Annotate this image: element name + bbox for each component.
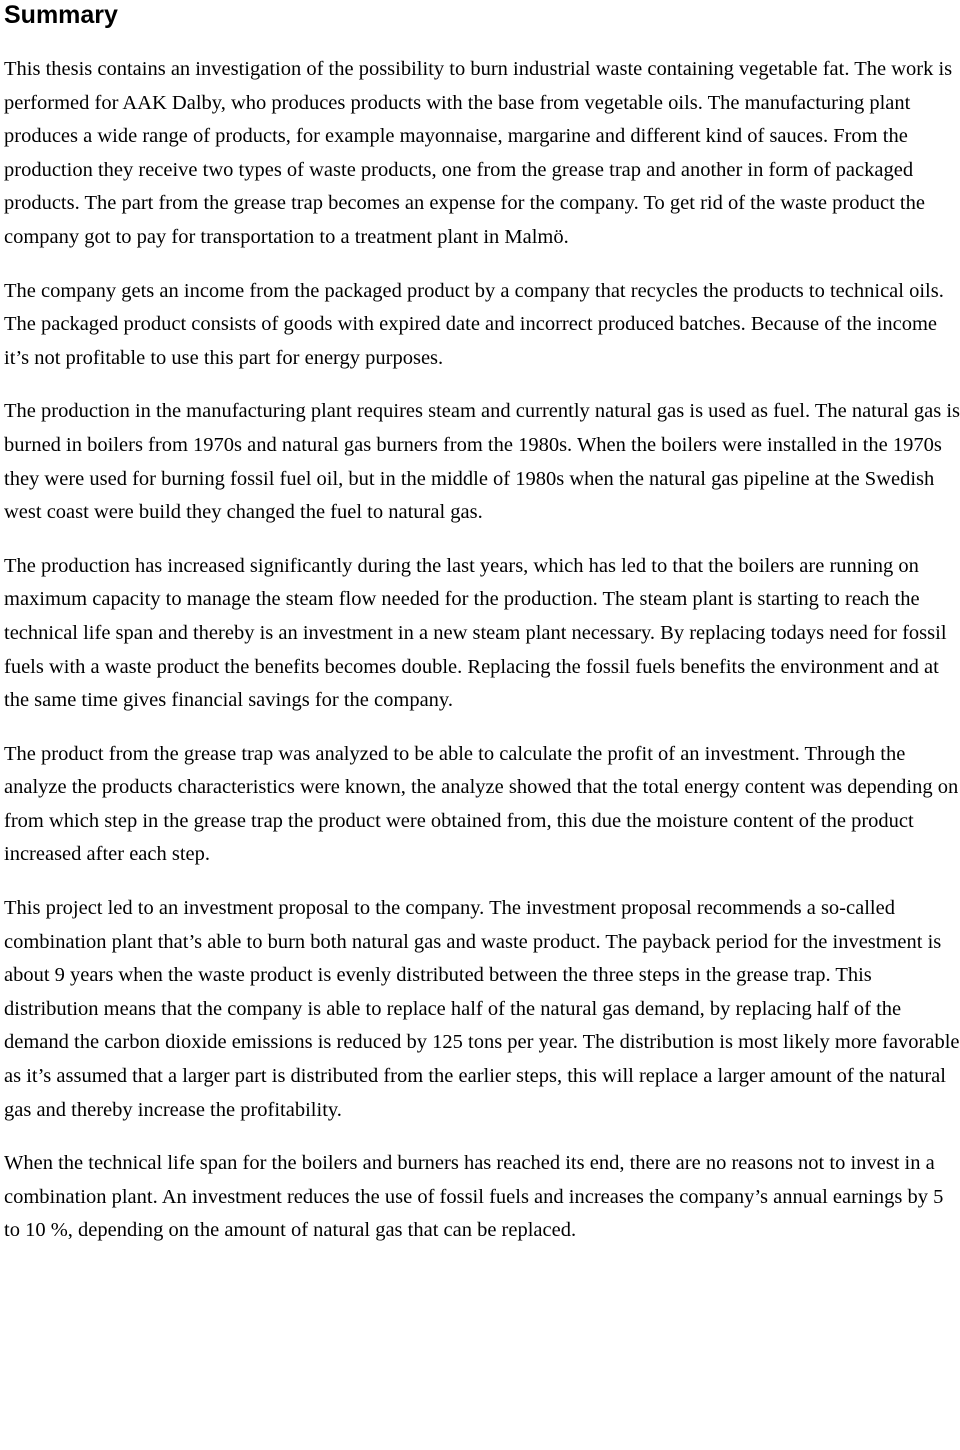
paragraph-7: When the technical life span for the boilers and burners has reached its end, there are no reasons not to invest in a combination plant. An investment reduces the use of fossil fuels and increases the company’s annual earnings by 5 to 10 %, depending on the amount of natural gas that can be replaced.: [4, 1152, 944, 1242]
paragraph-1: This thesis contains an investigation of the possibility to burn industrial waste containing vegetable fat. The work is performed for AAK Dalby, who produces products with the base from vegetable oils. The manufacturing plant produces a wide range of products, for example mayonnaise, margarine and different kind of sauces. From the production they receive two types of waste products, one from the grease trap and another in form of packaged products. The part from the grease trap becomes an expense for the company. To get rid of the waste product the company got to pay for transportation to a treatment plant in Malmö.: [4, 58, 953, 248]
paragraph-4: The production has increased significantly during the last years, which has led to that the boilers are running on maximum capacity to manage the steam flow needed for the production. The steam plant is starting to reach the technical life span and thereby is an investment in a new steam plant necessary. By replacing todays need for fossil fuels with a waste product the benefits becomes double. Replacing the fossil fuels benefits the environment and at the same time gives financial savings for the company.: [4, 554, 947, 712]
paragraph-2: The company gets an income from the packaged product by a company that recycles the products to technical oils. The packaged product consists of goods with expired date and incorrect produced batches. Because of the income it’s not profitable to use this part for energy purposes.: [4, 279, 944, 369]
paragraph-3: The production in the manufacturing plant requires steam and currently natural gas is used as fuel. The natural gas is burned in boilers from 1970s and natural gas burners from the 1980s. When the boilers were installed in the 1970s they were used for burning fossil fuel oil, but in the middle of 1980s when the natural gas pipeline at the Swedish west coast were build they changed the fuel to natural gas.: [4, 400, 960, 524]
document-page: [4, 0, 960, 1248]
section-title: Summary: [4, 1, 118, 29]
paragraph-5: The product from the grease trap was analyzed to be able to calculate the profit of an investment. Through the analyze the products characteristics were known, the analyze showed that the total energy content was depending on from which step in the grease trap the product were obtained from, this due the moisture content of the product increased after each step.: [4, 742, 959, 866]
paragraph-6: This project led to an investment proposal to the company. The investment proposal recommends a so-called combination plant that’s able to burn both natural gas and waste product. The payback period for the investment is about 9 years when the waste product is evenly distributed between the three steps in the grease trap. This distribution means that the company is able to replace half of the natural gas demand, by replacing half of the demand the carbon dioxide emissions is reduced by 125 tons per year. The distribution is most likely more favorable as it’s assumed that a larger part is distributed from the earlier steps, this will replace a larger amount of the natural gas and thereby increase the profitability.: [4, 897, 960, 1121]
